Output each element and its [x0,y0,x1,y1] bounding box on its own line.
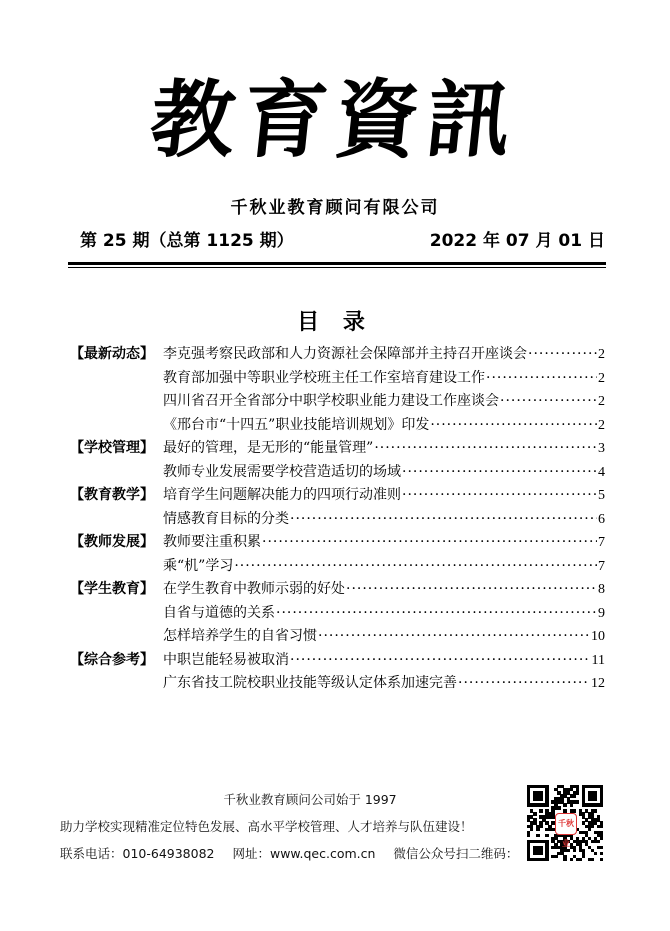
toc-leader-dots [290,649,591,673]
header-rule-thick [68,262,606,265]
footer-founded: 千秋业教育顾问公司始于 1997 [223,792,397,807]
toc-entry[interactable] [70,484,605,508]
toc-entry-title: 自省与道德的关系 [163,604,275,621]
qr-module [591,825,594,828]
qr-module [594,809,597,812]
toc-page-number: 11 [591,652,605,668]
toc-page-number: 7 [598,558,605,574]
qr-module [570,803,573,806]
toc-entry[interactable] [70,578,605,602]
toc-category: 【教师发展】 [70,534,154,550]
qr-module [591,858,594,861]
toc-line [163,414,605,438]
toc-line [163,508,605,532]
qr-module [557,806,560,809]
toc-page-number: 4 [598,464,605,480]
toc-entry-title: 乘“机”学习 [163,557,234,574]
qr-module [594,797,597,800]
toc-entry-title: 培育学生问题解决能力的四项行动准则 [163,487,401,503]
toc-entry-title: 中职岂能轻易被取消 [163,651,289,668]
qr-module [576,800,579,803]
toc-entry[interactable] [70,343,605,367]
toc-leader-dots [276,602,597,626]
qr-module [545,803,548,806]
toc-entry-title: 四川省召开全省部分中职学校职业能力建设工作座谈会 [163,393,499,409]
toc-page-number: 2 [598,370,605,386]
footer-wechat: 微信公众号扫二维码： [393,846,519,861]
toc-entry[interactable] [70,390,605,414]
qr-module [588,828,591,831]
footer-slogan: 助力学校实现精准定位特色发展、高水平学校管理、人才培养与队伍建设！ [60,819,473,834]
toc-category: 【学生教育】 [70,581,154,597]
toc-entry-title: 教师专业发展需要学校营造适切的场域 [163,463,401,480]
toc-entry[interactable] [70,367,605,391]
toc-page-number: 7 [598,535,605,550]
toc-entry-title: 教师要注重积累 [163,534,261,550]
toc-entry-title: 在学生教育中教师示弱的好处 [163,581,345,597]
toc-line [163,367,605,391]
toc-line [163,343,605,367]
toc-leader-dots [528,343,597,367]
toc-entry[interactable] [70,649,605,673]
qr-module [576,791,579,794]
qr-module [563,803,566,806]
toc-line [163,555,605,579]
toc-line [163,649,605,673]
toc-entry-title: 怎样培养学生的自省习惯 [163,628,317,644]
issue-info [80,226,605,252]
toc-entry[interactable] [70,508,605,532]
toc-page-number: 3 [598,441,605,456]
qr-module [582,855,585,858]
qr-module [539,797,542,800]
qr-module [533,812,536,815]
toc-leader-dots [346,578,597,602]
toc-leader-dots [402,461,597,485]
qr-module [536,828,539,831]
toc-leader-dots [402,484,597,508]
masthead-title: 教育資訊 [145,70,525,169]
qr-module [527,834,530,837]
toc-line [163,390,605,414]
toc-line [163,437,605,461]
qr-module [536,834,539,837]
qr-module [539,809,542,812]
qr-module [530,828,533,831]
qr-module [600,825,603,828]
toc-page-number: 5 [598,488,605,503]
toc-title: 目 录 [297,310,373,335]
toc-page-number: 2 [598,394,605,409]
toc-entry[interactable] [70,555,605,579]
toc-category: 【教育教学】 [70,487,154,503]
footer [60,786,520,867]
footer-website[interactable]: 网址：www.qec.com.cn [232,846,376,861]
wechat-qr-code [527,785,603,861]
qr-module [563,858,566,861]
qr-module [597,840,600,843]
toc-entry-title: 教育部加强中等职业学校班主任工作室培育建设工作 [163,369,485,386]
toc-entry[interactable] [70,672,605,696]
qr-module [579,858,582,861]
qr-module [600,803,603,806]
issue-number: 第 25 期（总第 1125 期） [80,231,294,251]
toc-page-number: 10 [591,629,605,644]
qr-module [545,834,548,837]
qr-module [600,837,603,840]
toc-line [163,484,605,508]
qr-module [554,855,557,858]
toc-line [163,625,605,649]
table-of-contents [70,343,605,696]
toc-entry[interactable] [70,437,605,461]
qr-module [539,825,542,828]
toc-leader-dots [234,555,597,579]
toc-leader-dots [500,390,597,414]
toc-entry-title: 最好的管理，是无形的“能量管理” [163,440,374,456]
qr-module [600,858,603,861]
toc-entry[interactable] [70,461,605,485]
toc-page-number: 8 [598,582,605,597]
toc-leader-dots [262,531,597,555]
qr-module [573,849,576,852]
qr-module [600,852,603,855]
qr-module [594,852,597,855]
toc-leader-dots [486,367,597,391]
toc-line [163,531,605,555]
toc-entry-title: 李克强考察民政部和人力资源社会保障部并主持召开座谈会 [163,346,527,362]
footer-phone: 联系电话：010-64938082 [60,846,215,861]
toc-entry-title: 《邢台市“十四五”职业技能培训规划》印发 [163,416,430,433]
toc-entry[interactable] [70,531,605,555]
toc-leader-dots [290,508,597,532]
qr-module [545,858,548,861]
toc-line [163,672,605,696]
toc-page-number: 2 [598,347,605,362]
header-rule-thin [68,267,606,268]
toc-leader-dots [318,625,590,649]
toc-entry[interactable] [70,602,605,626]
footer-contact [60,840,520,867]
issue-date: 2022 年 07 月 01 日 [429,231,605,251]
qr-module [539,852,542,855]
toc-page-number: 9 [598,605,605,621]
toc-page-number: 6 [598,511,605,527]
qr-logo-icon: 千秋业 [555,813,577,835]
qr-module [600,846,603,849]
toc-leader-dots [430,414,597,438]
toc-entry[interactable] [70,414,605,438]
toc-entry[interactable] [70,625,605,649]
toc-category: 【最新动态】 [70,346,154,362]
toc-entry-title: 情感教育目标的分类 [163,510,289,527]
toc-line [163,461,605,485]
toc-page-number: 12 [591,676,605,691]
toc-leader-dots [458,672,590,696]
company-name: 千秋业教育顾问有限公司 [230,198,440,218]
toc-category: 【综合参考】 [70,651,154,668]
toc-line [163,578,605,602]
qr-module [573,794,576,797]
toc-page-number: 2 [598,417,605,433]
toc-line [163,602,605,626]
qr-module [570,858,573,861]
toc-leader-dots [374,437,597,461]
toc-category: 【学校管理】 [70,440,154,456]
toc-entry-title: 广东省技工院校职业技能等级认定体系加速完善 [163,675,457,691]
